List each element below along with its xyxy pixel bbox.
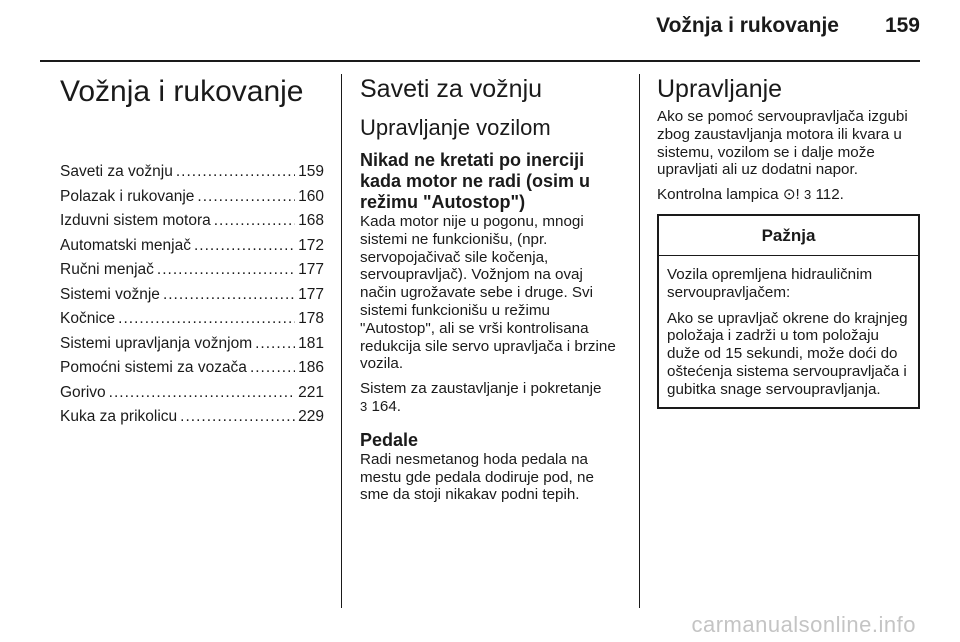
toc-entry xyxy=(60,185,324,210)
coasting-paragraph: Kada motor nije u pogonu, mnogi sistemi ne funkcionišu, (npr. servopojačivač sile kočenja, servoupravljač). Vožnjom na ovaj način ugrožavate sebe i druge. Svi sistemi funkcionišu u režimu "Autostop", ali se vrši kontrolisana redukcija sile servo upravljača i brzine vozila. xyxy=(360,213,616,373)
toc-leader-dots xyxy=(194,234,295,259)
toc-entry-label: Gorivo xyxy=(60,383,106,401)
toc-leader-dots xyxy=(197,185,295,210)
header-title: Vožnja i rukovanje xyxy=(656,14,839,37)
right-column xyxy=(657,74,919,409)
toc-entry-page: 186 xyxy=(298,359,324,376)
toc-leader-dots xyxy=(109,381,295,406)
pedals-heading: Pedale xyxy=(360,429,419,450)
toc-entry-label: Sistemi upravljanja vožnjom xyxy=(60,334,253,352)
toc-entry-label: Automatski menjač xyxy=(60,236,191,254)
pedals-paragraph: Radi nesmetanog hoda pedala na mestu gde pedala dodiruje pod, ne sme da stoji nikakav podni tepih. xyxy=(360,450,594,504)
toc-leader-dots xyxy=(180,405,295,430)
warning-paragraph-1: Vozila opremljena hidrauličnim servoupravljačem: xyxy=(667,265,873,301)
toc-entry-label: Saveti za vožnju xyxy=(60,163,173,180)
toc-entry-label: Polazak i rukovanje xyxy=(60,187,195,205)
toc-entry xyxy=(60,258,324,283)
warning-lamp-paragraph xyxy=(657,186,919,204)
toc-leader-dots xyxy=(214,209,295,234)
middle-column xyxy=(360,74,622,511)
toc-entry xyxy=(60,234,324,259)
toc-entry-page: 177 xyxy=(298,261,324,278)
column-divider xyxy=(341,74,342,608)
steering-warning-icon: ⊙! xyxy=(782,186,800,204)
page-number: 159 xyxy=(884,14,920,37)
toc-entry xyxy=(60,356,324,381)
toc-entry-label: Kočnice xyxy=(60,310,116,327)
steering-heading: Upravljanje xyxy=(657,75,783,103)
toc-entry-label: Ručni menjač xyxy=(60,261,154,278)
warning-lamp-page: 112. xyxy=(815,186,844,204)
toc-entry-label: Izduvni sistem motora xyxy=(60,212,211,229)
toc-leader-dots xyxy=(118,307,295,332)
toc-entry xyxy=(60,332,324,357)
toc-entry-page: 221 xyxy=(298,383,324,401)
toc-leader-dots xyxy=(157,258,295,283)
toc-leader-dots xyxy=(163,283,295,308)
toc-entry-label: Kuka za prikolicu xyxy=(60,408,178,425)
toc-column xyxy=(60,74,324,430)
page-reference-icon: 3 xyxy=(804,187,812,203)
watermark: carmanualsonline.info xyxy=(691,612,916,637)
toc-entry xyxy=(60,283,324,308)
toc-entry xyxy=(60,307,324,332)
steering-paragraph: Ako se pomoć servoupravljača izgubi zbog zaustavljanja motora ili kvara u sistemu, vozilom se i dalje može upravljati ali uz dodatni napor. xyxy=(657,108,908,179)
header-rule xyxy=(40,60,920,62)
warning-paragraph-2: Ako se upravljač okrene do krajnjeg položaja i zadrži u tom položaju duže od 15 sekundi, može doći do oštećenja sistema servoupravljača i gubitka snage servoupravljanja. xyxy=(667,309,908,398)
column-divider xyxy=(639,74,640,608)
stop-start-page: 164. xyxy=(371,397,402,415)
toc-entry-label: Sistemi vožnje xyxy=(60,285,160,303)
toc-entry-page: 168 xyxy=(298,212,324,229)
toc-leader-dots xyxy=(250,356,295,381)
warning-body xyxy=(659,256,918,407)
chapter-title: Vožnja i rukovanje xyxy=(60,75,304,108)
warning-box xyxy=(657,214,920,409)
page-reference-icon: 3 xyxy=(360,398,368,414)
warning-lamp-text: Kontrolna lampica xyxy=(657,186,779,204)
toc-leader-dots xyxy=(176,160,295,185)
toc-entry-page: 172 xyxy=(298,236,324,254)
toc-entry-page: 229 xyxy=(298,408,324,425)
subsection-heading: Upravljanje vozilom xyxy=(360,115,551,140)
warning-title: Pažnja xyxy=(659,216,918,256)
toc-entry xyxy=(60,209,324,234)
toc-entry-page: 178 xyxy=(298,310,324,327)
toc-entry-page: 160 xyxy=(298,187,324,205)
toc-entry-label: Pomoćni sistemi za vozača xyxy=(60,359,247,376)
toc-entry-page: 181 xyxy=(298,334,324,352)
toc-entry xyxy=(60,381,324,406)
toc-entry xyxy=(60,160,324,185)
coasting-heading: Nikad ne kretati po inerciji kada motor ne radi (osim u režimu "Autostop") xyxy=(360,150,591,212)
toc-entry xyxy=(60,405,324,430)
stop-start-text: Sistem za zaustavljanje i pokretanje xyxy=(360,380,602,398)
table-of-contents xyxy=(60,160,324,430)
section-heading: Saveti za vožnju xyxy=(360,75,543,103)
running-header xyxy=(40,14,920,42)
toc-entry-page: 159 xyxy=(298,163,324,180)
toc-leader-dots xyxy=(255,332,295,357)
stop-start-paragraph xyxy=(360,380,622,416)
toc-entry-page: 177 xyxy=(298,285,324,303)
